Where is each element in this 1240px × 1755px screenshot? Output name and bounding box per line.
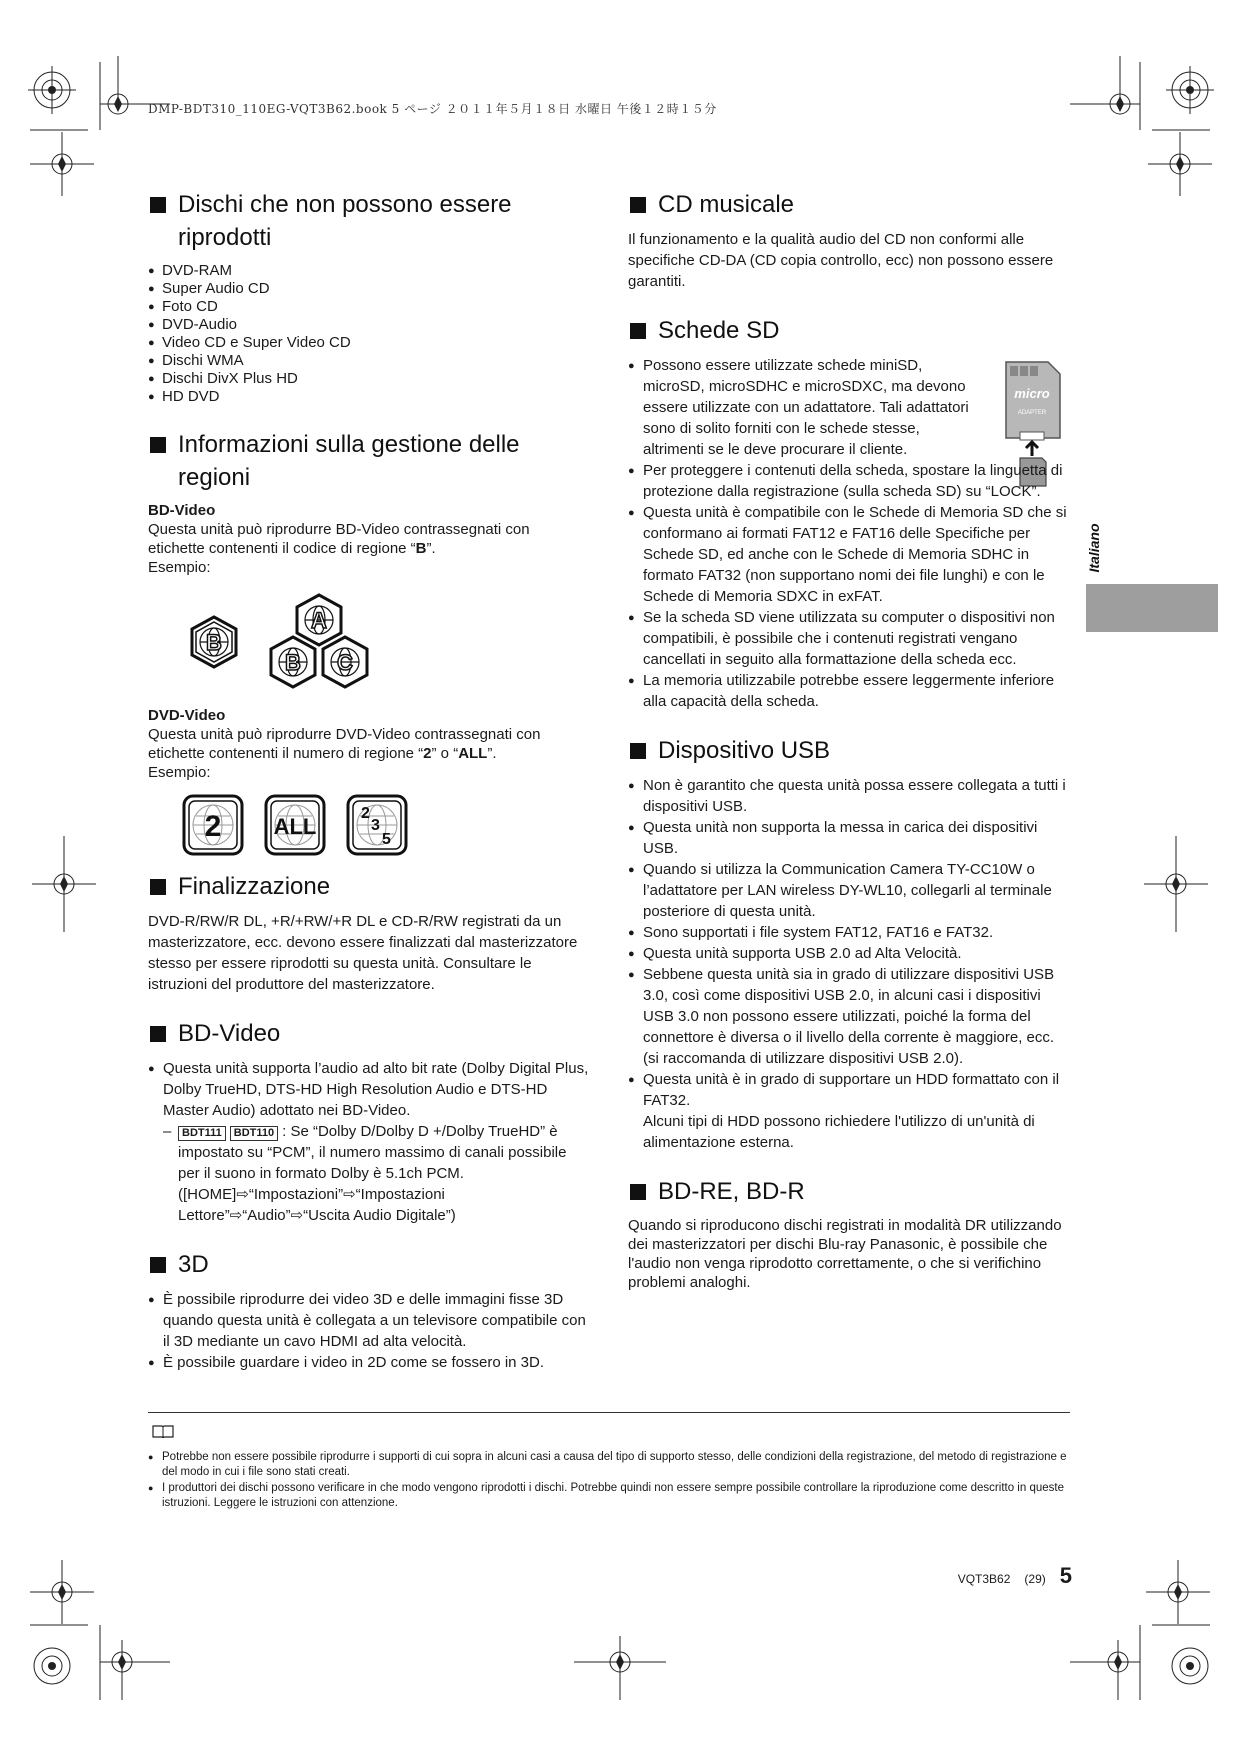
bd-logo-letter: B (285, 650, 301, 675)
language-tab (1086, 584, 1218, 632)
dvd-region-multi-icon (346, 794, 408, 856)
unplayable-list (148, 262, 590, 406)
section-title: BD-RE, BD-R (628, 1175, 1070, 1208)
bdre-text: Quando si riproducono dischi registrati in modalità DR utilizzando dei masterizzatori per dischi Blu-ray Panasonic, è possibile che l'audio non venga riprodotto correttamente, o che si verifichino problemi analoghi. (628, 1217, 1062, 1291)
section-usb (628, 734, 1070, 1153)
dvd-example-label: Esempio: (148, 764, 211, 781)
left-column (148, 188, 590, 1395)
svg-text:ALL: ALL (273, 814, 317, 839)
list-item: ● Per proteggere i contenuti della scheda, spostare la linguetta di protezione dalla registrazione (sulla scheda SD) su “LOCK”. (628, 460, 1070, 502)
footnote-item: ● I produttori dei dischi possono verificare in che modo vengono riprodotti i dischi. Potrebbe quindi non essere sempre possibile controllare la riproduzione come descritto in queste istruzioni. Leggere le istruzioni con attenzione. (148, 1481, 1070, 1511)
list-item: ● Foto CD (148, 298, 590, 316)
list-item: ● Non è garantito che questa unità possa essere collegata a tutti i dispositivi USB. (628, 775, 1070, 817)
list-item: ● Dischi WMA (148, 352, 590, 370)
section-finalization (148, 870, 590, 995)
svg-text:5: 5 (382, 831, 391, 848)
list-item: ● DVD-Audio (148, 316, 590, 334)
list-item: ● Questa unità è compatibile con le Schede di Memoria SD che si conformano ai formati FAT12 e FAT16 delle Specifiche per Schede SD, ed anche con le Schede di Memoria SDHC in formato FAT32 (non supportano nomi dei file lunghi) e con le Schede di Memoria SDXC in exFAT. (628, 502, 1070, 607)
list-item: ● È possibile guardare i video in 2D come se fossero in 3D. (148, 1352, 590, 1373)
section-bd-re (628, 1175, 1070, 1292)
book-icon (152, 1424, 174, 1438)
svg-text:3: 3 (371, 817, 380, 834)
model-note: – BDT111 BDT110 : Se “Dolby D/Dolby D +/Dolby TrueHD” è impostato su “PCM”, il numero massimo di canali possibile per il suono in formato Dolby è 5.1ch PCM. ([HOME]⇨“Impostazioni”⇨“Impostazioni Lettore”⇨“Audio”⇨“Uscita Audio Digitale”) (163, 1123, 567, 1224)
section-title: BD-Video (148, 1017, 590, 1050)
page-number: 5 (1059, 1563, 1072, 1588)
list-item: ● Se la scheda SD viene utilizzata su computer o dispositivi non compatibili, è possibile che i contenuti registrati vengano cancellati in seguito alla formattazione della scheda ecc. (628, 607, 1070, 670)
dvd-region-text: Questa unità può riprodurre DVD-Video contrassegnati con etichette contenenti il numero di regione “2” o “ALL”. (148, 726, 541, 762)
list-item: ● Dischi DivX Plus HD (148, 370, 590, 388)
right-column (628, 188, 1070, 1314)
finalization-text: DVD-R/RW/R DL, +R/+RW/+R DL e CD-R/RW registrati da un masterizzatore, ecc. devono essere finalizzati dal masterizzatore stesso per essere riprodotti su questa unità. Consultare le istruzioni del produttore del masterizzatore. (148, 913, 578, 993)
section-bd-video (148, 1017, 590, 1226)
bd-video-label: BD-Video (148, 502, 216, 519)
bd-example-label: Esempio: (148, 559, 211, 576)
bd-region-text: Questa unità può riprodurre BD-Video contrassegnati con etichette contenenti il codice di regione “B”. (148, 521, 530, 557)
print-info: DMP-BDT310_110EG-VQT3B62.book 5 ページ ２０１１年５月１８日 水曜日 午後１２時１５分 (148, 102, 717, 116)
document-code: VQT3B62 (957, 1572, 1011, 1586)
section-title: Informazioni sulla gestione delle regioni (148, 428, 590, 494)
svg-text:2: 2 (361, 805, 370, 822)
svg-text:ADAPTER: ADAPTER (1017, 410, 1047, 416)
dvd-region-all-icon (264, 794, 326, 856)
list-item: ● DVD-RAM (148, 262, 590, 280)
list-item: ● Sebbene questa unità sia in grado di utilizzare dispositivi USB 3.0, così come dispositivi USB 2.0, in alcuni casi i dispositivi USB 3.0 non possono essere utilizzati, poiché la forma del connettore è diversa o il livello della corrente è maggiore, ecc. (si raccomanda di utilizzare dispositivi USB 2.0). (628, 964, 1070, 1069)
bd-logo-letter: C (337, 650, 353, 675)
list-item: ● HD DVD (148, 388, 590, 406)
list-item: ● Questa unità supporta l’audio ad alto bit rate (Dolby Digital Plus, Dolby TrueHD, DTS-HD High Resolution Audio e DTS-HD Master Audio) adottato nei BD-Video. – BDT111 BDT110 : Se “Dolby D/Dolby D +/Dolby TrueHD” è impostato su “PCM”, il numero massimo di canali possibile per il suono in formato Dolby è 5.1ch PCM. ([HOME]⇨“Impostazioni”⇨“Impostazioni Lettore”⇨“Audio”⇨“Uscita Audio Digitale”) (148, 1058, 590, 1226)
footnotes (148, 1450, 1070, 1512)
dvd-video-label: DVD-Video (148, 707, 226, 724)
footnote-divider (148, 1412, 1070, 1413)
list-item: ● Questa unità non supporta la messa in carica dei dispositivi USB. (628, 817, 1070, 859)
bd-region-logo-graphic (186, 591, 386, 695)
list-item: ● È possibile riprodurre dei video 3D e delle immagini fisse 3D quando questa unità è collegata a un televisore compatibile con il 3D mediante un cavo HDMI ad alta velocità. (148, 1289, 590, 1352)
list-item: ● Super Audio CD (148, 280, 590, 298)
list-item: ● Sono supportati i file system FAT12, FAT16 e FAT32. (628, 922, 1070, 943)
section-title: Schede SD (628, 314, 1070, 347)
list-item: ● Questa unità è in grado di supportare un HDD formattato con il FAT32. Alcuni tipi di HDD possono richiedere l'utilizzo di un'unità di alimentazione esterna. (628, 1069, 1070, 1153)
section-title: 3D (148, 1248, 590, 1281)
dvd-region-2-icon (182, 794, 244, 856)
list-item: ● La memoria utilizzabile potrebbe essere leggermente inferiore alla capacità della scheda. (628, 670, 1070, 712)
bd-logo-letter: B (206, 630, 222, 655)
model-tag: BDT110 (230, 1126, 278, 1141)
cd-text: Il funzionamento e la qualità audio del CD non conformi alle specifiche CD-DA (CD copia controllo, ecc) non possono essere garantiti. (628, 231, 1054, 290)
svg-text:2: 2 (204, 810, 222, 843)
section-cd (628, 188, 1070, 292)
page-footer (958, 1563, 1072, 1589)
list-item: ● Possono essere utilizzate schede miniSD, microSD, microSDHC e microSDXC, ma devono essere utilizzate con un adattatore. Tali adattatori sono di solito forniti con le schede stesse, altrimenti se le deve procurare il cliente. (628, 355, 1070, 460)
svg-text:micro: micro (1014, 386, 1050, 401)
page-number-secondary: (29) (1024, 1572, 1046, 1586)
bd-logo-letter: A (311, 608, 327, 633)
section-title: Dispositivo USB (628, 734, 1070, 767)
language-label: Italiano (1086, 523, 1102, 573)
section-regions (148, 428, 590, 856)
section-unplayable (148, 188, 590, 406)
list-item: ● Video CD e Super Video CD (148, 334, 590, 352)
model-tag: BDT111 (178, 1126, 226, 1141)
section-3d (148, 1248, 590, 1373)
dvd-region-logos (182, 794, 590, 856)
section-sd (628, 314, 1070, 712)
list-item: ● Questa unità supporta USB 2.0 ad Alta Velocità. (628, 943, 1070, 964)
bd-region-logos (186, 591, 590, 695)
list-item: ● Quando si utilizza la Communication Camera TY-CC10W o l’adattatore per LAN wireless DY-WL10, collegarli al terminale posteriore di questa unità. (628, 859, 1070, 922)
section-title: Finalizzazione (148, 870, 590, 903)
section-title: Dischi che non possono essere riprodotti (148, 188, 590, 254)
section-title: CD musicale (628, 188, 1070, 221)
footnote-item: ● Potrebbe non essere possibile riprodurre i supporti di cui sopra in alcuni casi a causa del tipo di supporto stesso, delle condizioni della registrazione, del metodo di registrazione e del modo in cui i file sono stati creati. (148, 1450, 1070, 1480)
